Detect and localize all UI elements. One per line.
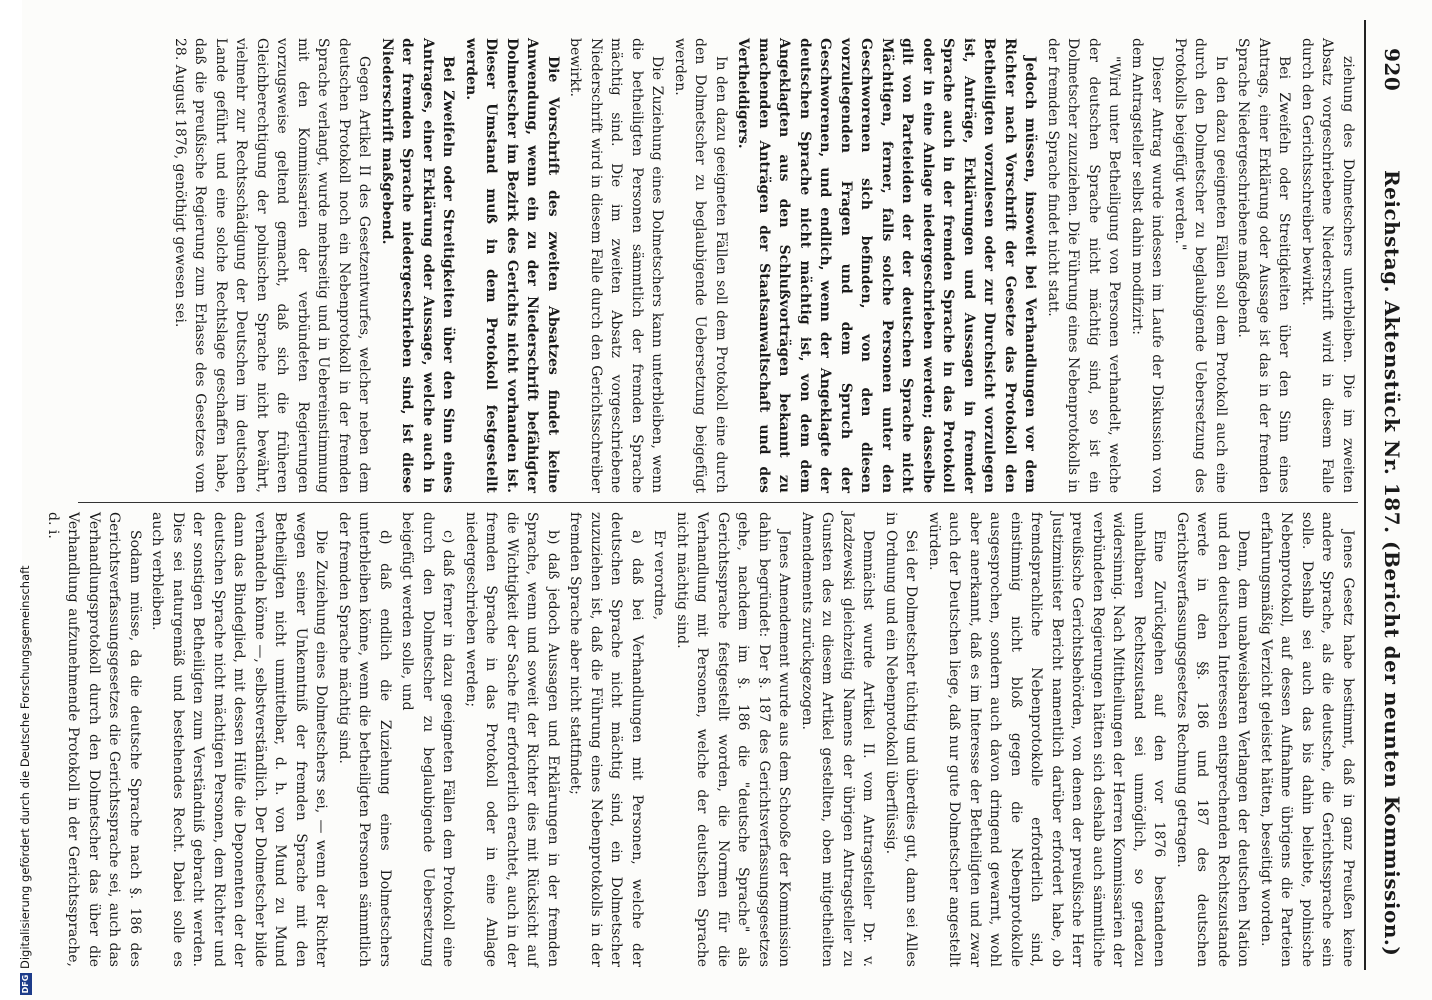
paragraph: Dieser Antrag wurde indessen im Laufe der Diskussion von dem Antragsteller selbst dahin modifizirt: — [1129, 38, 1166, 493]
stamp-label: Digitalisierung gefördert durch die Deutsche Forschungsgemeinschaft — [18, 565, 32, 969]
paragraph: Jedoch müssen, insoweit bei Verhandlungen vor dem Richter nach Vorschrift der Gesetze das Protokoll den Betheiligten vorzulesen oder zur Durchsicht vorzulegen ist, Anträge, Erklärungen und Aussagen in fremder Sprache auch in der fremden Sprache in das Protokoll oder in eine Anlage niedergeschrieben werden; dasselbe gilt von Parteieiden der der deutschen Sprache nicht Mächtigen, ferner, falls solche Personen unter den Geschworenen sich befinden, von den diesen vorzulegenden Fragen und dem Spruch der Geschworenen, und endlich, wenn der Angeklagte der deutschen Sprache nicht mächtig ist, von dem dem Angeklagten aus den Schlußvorträgen bekannt zu machenden Anträgen der Staatsanwaltschaft und des Vertheidigers. — [735, 38, 1039, 493]
paragraph: c) daß ferner in dazu geeigneten Fällen dem Protokoll eine durch den Dolmetscher zu beglaubigende Uebersetzung beigefügt werden solle, und — [399, 512, 457, 967]
paragraph: a) daß bei Verhandlungen mit Personen, welche der deutschen Sprache nicht mächtig sind, ein Dolmetscher zuzuziehen ist, daß die Führung eines Nebenprotokolls in der fremden Sprache aber nicht stattfindet; — [567, 512, 645, 967]
paragraph: In den dazu geeigneten Fällen soll dem Protokoll eine durch den Dolmetscher zu beglaubigende Uebersetzung beigefügt werden. — [672, 38, 729, 493]
paragraph: Demnächst wurde Artikel II. vom Antragsteller Dr. v. Jazdzewski gleichzeitig Namens der übrigen Antragsteller zu Gunsten des zu diesem Artikel gestellten, oben mitgetheilten Amendements zurückgezogen. — [799, 512, 877, 967]
paragraph: ziehung des Dolmetschers unterbleiben. Die im zweiten Absatz vorgeschriebene Niederschrift wird in diesem Falle durch den Gerichtsschreiber bewirkt. — [1299, 38, 1356, 493]
page-number: 920 — [1380, 48, 1404, 92]
paragraph: Sei der Dolmetscher tüchtig und überdies gut, dann sei Alles in Ordnung und ein Nebenprotokoll überflüssig. — [883, 512, 920, 967]
paragraph: Bei Zweifeln oder Streitigkeiten über den Sinn eines Antrages, einer Erklärung oder Aussage, welche auch in der fremden Sprache niedergeschrieben sind, ist diese Niederschrift maßgebend. — [379, 38, 457, 493]
paragraph: Sodann müsse, da die deutsche Sprache nach §. 186 des Gerichtsverfassungsgesetzes die Gerichtssprache sei, auch das Verhandlungsprotokoll durch den Dolmetscher das über die Verhandlung aufzunehmende Protokoll in der Gerichtssprache, d. i. — [45, 512, 143, 967]
paragraph: d) daß endlich die Zuziehung eines Dolmetschers unterbleiben könne, wenn die betheiligten Personen sämmtlich der fremden Sprache mächtig sind. — [336, 512, 393, 967]
running-title: Reichstag. Aktenstück Nr. 187. (Bericht der neunten Kommission.) — [1380, 170, 1404, 957]
paragraph: Gegen Artikel II des Gesetzentwurfes, welcher neben dem deutschen Protokoll noch ein Nebenprotokoll in der fremden Sprache verlangt, wurde mehrseitig und in Uebereinstimmung mit den Kommissarien der verbündeten Regierungen vorzugsweise geltend gemacht, daß sich die früheren Gleichberechtigung der polnischen Sprache nicht bewährt, vielmehr zur Rechtsschädigung der Deutschen im deutschen Lande geführt und eine solche Rechtslage geschaffen habe, daß die preußische Regierung zum Erlasse des Gesetzes vom 28. August 1876, genöthigt gewesen sei. — [172, 38, 373, 493]
rotated-document-page — [45, 20, 1410, 970]
paragraph: In den dazu geeigneten Fällen soll dem Protokoll auch eine durch den Dolmetscher zu beglaubigende Uebersetzung des Protokolls beigefügt werden." — [1172, 38, 1229, 493]
page-header — [1366, 20, 1410, 970]
paragraph: Die Vorschrift des zweiten Absatzes findet keine Anwendung, wenn ein zu der Niederschrift befähigter Dolmetscher im Bezirk des Gerichts nicht vorhanden ist. Dieser Umstand muß in dem Protokoll festgestellt werden. — [463, 38, 561, 493]
paragraph: Er verordne, — [651, 530, 668, 621]
paragraph: Bei Zweifeln oder Streitigkeiten über den Sinn eines Antrags, einer Erklärung oder Aussage ist das in der fremden Sprache Niedergeschriebene maßgebend. — [1235, 38, 1293, 493]
paragraph: "Wird unter Betheiligung von Personen verhandelt, welche der deutschen Sprache nicht mächtig sind, so ist ein Dolmetscher zuzuziehen. Die Führung eines Nebenprotokolls in der fremden Sprache findet nicht statt. — [1045, 38, 1123, 493]
digitization-stamp — [0, 0, 32, 1000]
paragraph: Eine Zurückgehen auf den vor 1876 bestandenen unhaltbaren Rechtszustand sei unmöglich, so geradezu widersinnig. Nach Mittheilungen der Herren Kommissarien der verbündeten Regierungen hätten sich deshalb auch sämmtliche preußische Gerichtsbehörden, von denen der preußische Herr Justizminister Bericht namentlich darüber erfordert habe, ob fremdsprachliche Nebenprotokolle erforderlich sind, einstimmig nicht bloß gegen die Nebenprotokolle ausgesprochen, sondern auch davon dringend gewarnt, wohl aber anerkannt, daß es im Interesse der Betheiligten und zwar auch der Deutschen liege, daß nur gute Dolmetscher angestellt würden. — [926, 512, 1168, 967]
paragraph: b) daß jedoch Aussagen und Erklärungen in der fremden Sprache, wenn und soweit der Richter dies mit Rücksicht auf die Wichtigkeit der Sache für erforderlich erachtet, auch in der fremden Sprache in das Protokoll oder in eine Anlage niedergeschrieben werden; — [463, 512, 561, 967]
paragraph: Jenes Gesetz habe bestimmt, daß in ganz Preußen keine andere Sprache, als die deutsche, die Gerichtssprache sein solle. Deshalb sei auch das bis dahin beliebte, polnische Nebenprotokoll, auf dessen Aufnahme übrigens die Parteien erfahrungsmäßig Verzicht geleistet hätten, beseitigt worden. — [1258, 512, 1356, 967]
dfg-logo-icon: DFG — [20, 974, 30, 994]
paragraph: Denn, dem unabweisbaren Verlangen der deutschen Nation und den deutschen Interessen entsprechenden Rechtszustande werde in den §§. 186 und 187 des deutschen Gerichtsverfassungsgesetzes Rechnung getragen. — [1174, 512, 1252, 967]
header-rule — [1364, 20, 1366, 970]
paragraph: Jenes Amendement wurde aus dem Schooße der Kommission dahin begründet: Der §. 187 des Gerichtsverfassungsgesetzes gehe, nachdem im §. 186 die "deutsche Sprache" als Gerichtssprache festgestellt worden, die Normen für die Verhandlung mit Personen, welche der deutschen Sprache nicht mächtig sind. — [674, 512, 793, 967]
paragraph: Die Zuziehung eines Dolmetschers sei, — wenn der Richter wegen seiner Unkenntniß der fremden Sprache mit den Betheiligten nicht unmittelbar, d. h. von Mund zu Mund verhandeln könne —, selbstverständlich. Der Dolmetscher bilde dann das Bindeglied, mit dessen Hülfe die Deponenten der der deutschen Sprache nicht mächtigen Personen, dem Richter und der sonstigen Betheiligten zum Verständniß gebracht werden. Dies sei naturgemäß und bestehendes Recht. Dabei solle es auch verbleiben. — [149, 512, 330, 967]
paragraph: Die Zuziehung eines Dolmetschers kann unterbleiben, wenn die betheiligten Personen sämmtlich der fremden Sprache mächtig sind. Die im zweiten Absatz vorgeschriebene Niederschrift wird in diesem Falle durch den Gerichtsschreiber bewirkt. — [567, 38, 666, 493]
column-divider — [78, 502, 1358, 503]
right-text-column — [45, 512, 1358, 967]
left-text-column — [68, 38, 1358, 493]
